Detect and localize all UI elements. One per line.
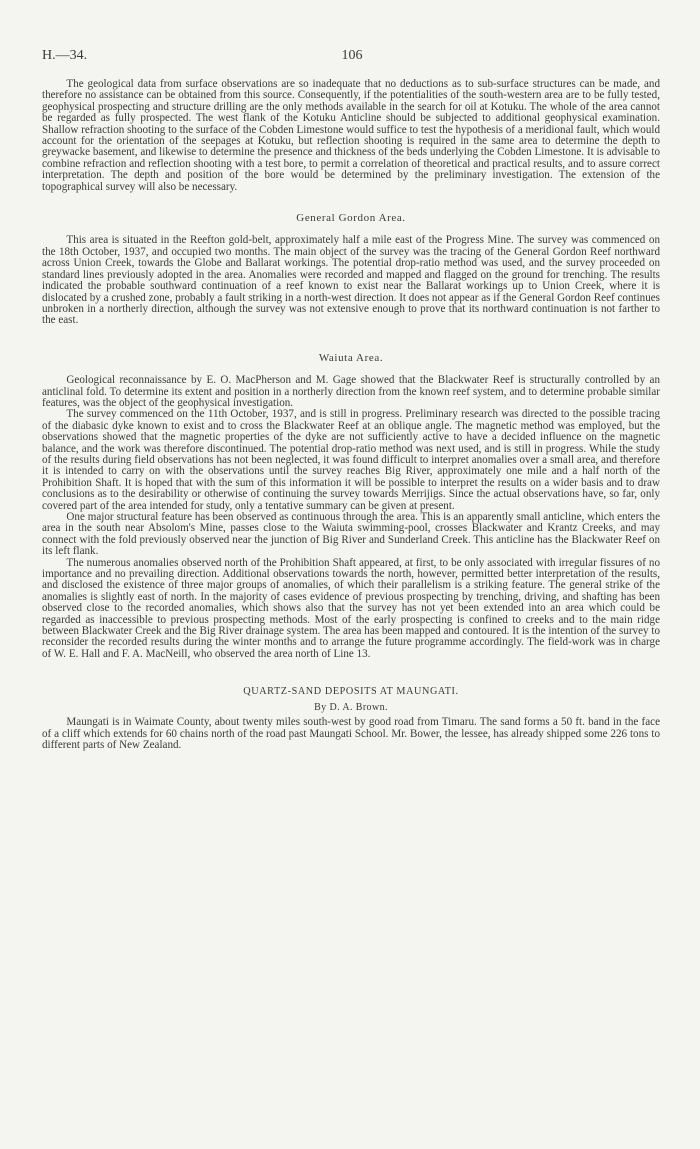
intro-paragraph: The geological data from surface observations are so inadequate that no deductions as to sub-surface structures can be made, and therefore no assistance can be obtained from this source. Consequently, if the potentialities of the south-western area are to be fully tested, geophysical prospecting and structure drilling are the only methods available in the search for oil at Kotuku. The whole of the area cannot be regarded as fully prospected. The west flank of the Kotuku Anticline should be subjected to additional geophysical examination. Shallow refraction shooting to the surface of the Cobden Limestone would suffice to test the hypothesis of a meridional fault, which would account for the orientation of the seepages at Kotuku, but reflection shooting is required in the same area to determine the depth to greywacke basement, and likewise to determine the presence and thickness of the beds underlying the Cobden Limestone. It is advisable to combine refraction and reflection shooting with a test bore, to permit a correlation of theoretical and practical results, and to assure correct interpretation. The depth and position of the bore would be determined by the preliminary investigation. The extension of the topographical survey will also be necessary. [42,78,660,193]
general-gordon-paragraph: This area is situated in the Reefton gold-belt, approximately half a mile east of the Progress Mine. The survey was commenced on the 18th October, 1937, and occupied two months. The main object of the survey was the tracing of the General Gordon Reef northward across Union Creek, towards the Globe and Ballarat workings. The potential drop-ratio method was used, and the survey proceeded on standard lines previously adopted in the area. Anomalies were recorded and mapped and flagged on the ground for trenching. The results indicated the probable southward continuation of a reef known to exist near the Ballarat workings up to Union Creek, where it is dislocated by a crushed zone, probably a fault striking in a north-west direction. It does not appear as if the General Gordon Reef continues unbroken in a northerly direction, although the survey was not extensive enough to prove that its northward continuation is not farther to the east. [42,234,660,327]
section-heading-waiuta: Waiuta Area. [318,351,384,364]
waiuta-paragraph-2: The survey commenced on the 11th October, 1937, and is still in progress. Preliminary research was directed to the possible tracing of the diabasic dyke known to exist and to cross the Blackwater Reef at an oblique angle. The magnetic method was employed, but the observations showed that the magnetic properties of the dyke are not sufficiently active to have a decided influence on the magnetic balance, and the work was therefore discontinued. The potential drop-ratio method was next used, and is still in progress. While the study of the results during field observations has not been neglected, it was found difficult to interpret anomalies over a small area, and therefore it is intended to carry on with the observations until the survey reaches Big River, approximately one mile and a half north of the Prohibition Shaft. It is hoped that with the sum of this information it will be possible to interpret the results on a wider basis and to draw conclusions as to the desirability or otherwise of continuing the survey towards Merrijigs. Since the actual observations have, so far, only covered part of the area intended for study, only a tentative summary can be given at present. [42,408,660,512]
waiuta-paragraph-3: One major structural feature has been observed as continuous through the area. This is an apparently small anticline, which enters the area in the south near Absolom's Mine, passes close to the Waiuta swimming-pool, crosses Blackwater and Krantz Creeks, and may connect with the fold previously observed near the junction of Big River and Sunderland Creek. This anticline has the Blackwater Reef on its left flank. [42,511,660,558]
report-reference: H.—34. [42,48,88,63]
section-heading-maungati: QUARTZ-SAND DEPOSITS AT MAUNGATI. [243,686,459,698]
waiuta-paragraph-4: The numerous anomalies observed north of the Prohibition Shaft appeared, at first, to be only associated with irregular fissures of no importance and no prevailing direction. Additional observations towards the north, however, permitted better interpretation of the results, and disclosed the existence of three major groups of anomalies, of which their parallelism is a striking feature. The general strike of the anomalies is slightly east of north. In the majority of cases evidence of previous prospecting by trenching, driving, and shafting has been observed close to the recorded anomalies, which shows also that the survey has not yet been extended into an area which could be regarded as inaccessible to previous prospecting methods. Most of the early prospecting is confined to creeks and to the main ridge between Blackwater Creek and the Big River drainage system. The area has been mapped and contoured. It is the intention of the survey to reconsider the recorded results during the winter months and to arrange the future programme accordingly. The field-work was in charge of W. E. Hall and F. A. MacNeill, who observed the area north of Line 13. [42,556,660,660]
maungati-paragraph: Maungati is in Waimate County, about twenty miles south-west by good road from Timaru. The sand forms a 50 ft. band in the face of a cliff which extends for 60 chains north of the road past Maungati School. Mr. Bower, the lessee, has already shipped some 226 tons to different parts of New Zealand. [42,716,660,751]
author-byline: By D. A. Brown. [314,701,388,713]
section-heading-general-gordon: General Gordon Area. [296,212,406,225]
page-number: 106 [341,48,363,63]
page-header [42,48,662,68]
waiuta-paragraph-1: Geological reconnaissance by E. O. MacPherson and M. Gage showed that the Blackwater Reef is structurally controlled by an anticlinal fold. To determine its extent and position in a northerly direction from the known reef system, and to determine probable similar features, was the object of the geophysical investigation. [42,374,660,409]
page-body [42,79,660,751]
